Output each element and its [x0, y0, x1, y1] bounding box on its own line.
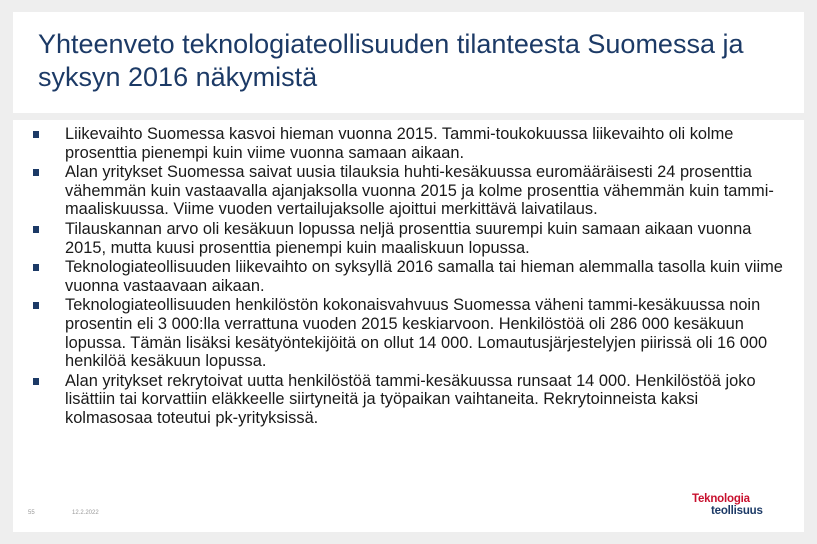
bullet-item — [33, 296, 788, 370]
bullet-text: Teknologiateollisuuden liikevaihto on syksyllä 2016 samalla tai hieman alemmalla tasolla kuin viime vuonna vastaavaan aikaan. — [65, 258, 783, 295]
bullet-square-icon — [33, 302, 39, 309]
title-panel — [13, 12, 804, 113]
bullet-item — [33, 220, 788, 257]
logo-line-1: Teknologia — [692, 493, 750, 505]
bullet-list — [33, 125, 788, 429]
slide-date: 12.2.2022 — [72, 510, 99, 516]
bullet-item — [33, 258, 788, 295]
bullet-square-icon — [33, 226, 39, 233]
bullet-text: Liikevaihto Suomessa kasvoi hieman vuonna 2015. Tammi-toukokuussa liikevaihto oli kolme prosenttia pienempi kuin viime vuonna samaan aikaan. — [65, 125, 734, 162]
teknologiateollisuus-logo — [686, 493, 786, 519]
bullet-item — [33, 372, 788, 428]
bullet-square-icon — [33, 264, 39, 271]
content-panel — [13, 120, 804, 532]
logo-line-2: teollisuus — [711, 505, 763, 517]
slide-number: 55 — [28, 510, 35, 516]
bullet-text: Alan yritykset rekrytoivat uutta henkilöstöä tammi-kesäkuussa runsaat 14 000. Henkilöstöä joko lisättiin tai korvattiin eläkkeelle siirtyneitä ja työpaikan vaihtaneita. Rekrytoinneista kaksi kolmasosaa toteutui pk-yrityksissä. — [65, 371, 756, 427]
bullet-square-icon — [33, 131, 39, 138]
bullet-square-icon — [33, 169, 39, 176]
bullet-text: Teknologiateollisuuden henkilöstön kokonaisvahvuus Suomessa väheni tammi-kesäkuussa noin prosentin eli 3 000:lla verrattuna vuoden 2015 keskiarvoon. Henkilöstöä oli 286 000 kesäkuun lopussa. Tämän lisäksi kesätyöntekijöitä on ollut 14 000. Lomautusjärjestelyjen piirissä oli 16 000 henkilöä kesäkuun lopussa. — [65, 296, 768, 371]
bullet-text: Tilauskannan arvo oli kesäkuun lopussa neljä prosenttia suurempi kuin samaan aikaan vuonna 2015, mutta kuusi prosenttia pienempi kuin maaliskuun lopussa. — [65, 219, 752, 257]
bullet-item — [33, 163, 788, 219]
bullet-item — [33, 125, 788, 162]
bullet-square-icon — [33, 378, 39, 385]
bullet-text: Alan yritykset Suomessa saivat uusia tilauksia huhti-kesäkuussa euromääräisesti 24 prosenttia vähemmän kuin vastaavalla ajanjaksolla vuonna 2015 ja kolme prosenttia vähemmän kuin tammi-maaliskuussa. Viime vuoden vertailujaksolle ajoittui merkittävä laivatilaus. — [65, 163, 774, 219]
slide-title: Yhteenveto teknologiateollisuuden tilanteesta Suomessa ja syksyn 2016 näkymistä — [38, 29, 744, 92]
